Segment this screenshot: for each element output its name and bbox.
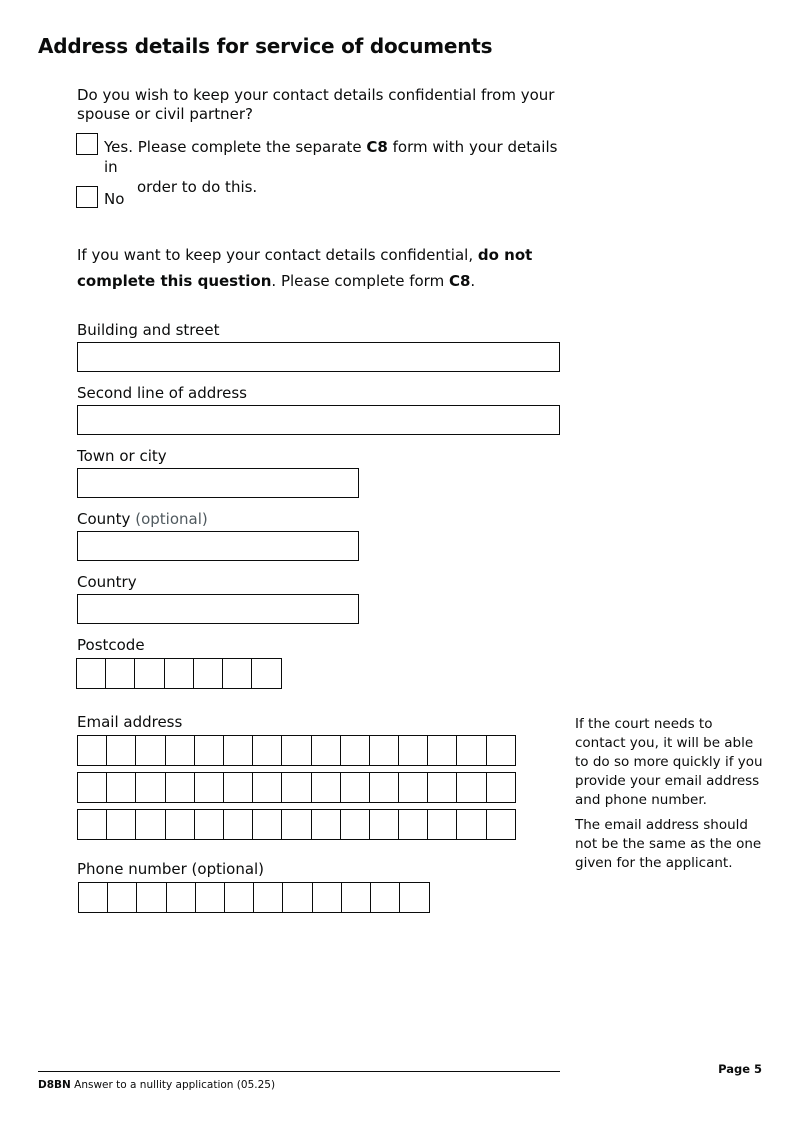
email-box[interactable] (486, 809, 517, 840)
phone-box[interactable] (136, 882, 167, 913)
postcode-box[interactable] (222, 658, 253, 689)
email-box[interactable] (369, 735, 400, 766)
building-street-label: Building and street (77, 321, 220, 339)
postcode-label: Postcode (77, 636, 145, 654)
email-box[interactable] (311, 772, 342, 803)
email-box[interactable] (106, 735, 137, 766)
email-box[interactable] (135, 809, 166, 840)
footer-divider (38, 1071, 560, 1072)
email-box[interactable] (194, 735, 225, 766)
email-box[interactable] (194, 772, 225, 803)
second-line-label: Second line of address (77, 384, 247, 402)
email-box[interactable] (223, 772, 254, 803)
postcode-box[interactable] (164, 658, 195, 689)
note-bold2: C8 (448, 272, 471, 290)
email-box[interactable] (281, 735, 312, 766)
building-street-input[interactable] (77, 342, 560, 372)
email-box[interactable] (369, 809, 400, 840)
note-part2: . Please complete form (271, 272, 449, 290)
email-box[interactable] (340, 735, 371, 766)
email-box[interactable] (223, 735, 254, 766)
note-part3: . (470, 272, 476, 290)
email-box[interactable] (311, 735, 342, 766)
email-box[interactable] (281, 772, 312, 803)
email-box[interactable] (456, 772, 487, 803)
postcode-box[interactable] (134, 658, 165, 689)
postcode-box[interactable] (251, 658, 282, 689)
email-box-row (77, 772, 515, 803)
email-box[interactable] (106, 772, 137, 803)
phone-box[interactable] (399, 882, 430, 913)
email-box[interactable] (165, 809, 196, 840)
email-box[interactable] (456, 735, 487, 766)
email-box-row (77, 809, 515, 840)
email-label: Email address (77, 713, 183, 731)
email-box[interactable] (340, 809, 371, 840)
note-bold1: do not complete this question (77, 246, 533, 290)
confidential-note (77, 242, 557, 294)
phone-box[interactable] (224, 882, 255, 913)
email-box[interactable] (486, 772, 517, 803)
footer-form-code: D8BN (38, 1079, 71, 1091)
yes-text-prefix: Yes. Please complete the separate (104, 138, 367, 156)
email-box[interactable] (77, 772, 108, 803)
email-box[interactable] (135, 772, 166, 803)
email-box[interactable] (165, 735, 196, 766)
confidential-no-checkbox[interactable] (76, 186, 98, 208)
email-box[interactable] (369, 772, 400, 803)
email-box[interactable] (194, 809, 225, 840)
email-box[interactable] (165, 772, 196, 803)
town-city-input[interactable] (77, 468, 359, 498)
phone-box[interactable] (312, 882, 343, 913)
email-box[interactable] (281, 809, 312, 840)
phone-box[interactable] (107, 882, 138, 913)
contact-side-note (575, 715, 765, 873)
country-input[interactable] (77, 594, 359, 624)
email-box[interactable] (427, 735, 458, 766)
email-box[interactable] (340, 772, 371, 803)
footer-text (38, 1079, 275, 1091)
yes-text-suffix: form with your details in (104, 138, 558, 176)
second-line-input[interactable] (77, 405, 560, 435)
email-box[interactable] (311, 809, 342, 840)
email-box[interactable] (427, 809, 458, 840)
postcode-box[interactable] (193, 658, 224, 689)
phone-boxes[interactable] (78, 882, 428, 913)
email-box[interactable] (398, 772, 429, 803)
email-box[interactable] (486, 735, 517, 766)
country-label: Country (77, 573, 137, 591)
phone-box[interactable] (282, 882, 313, 913)
email-box-row (77, 735, 515, 766)
confidential-yes-label (104, 137, 564, 197)
yes-form-name: C8 (366, 138, 388, 156)
postcode-box[interactable] (76, 658, 107, 689)
phone-box[interactable] (166, 882, 197, 913)
email-box[interactable] (77, 735, 108, 766)
confidential-no-label: No (104, 190, 125, 208)
side-note-p1: If the court needs to contact you, it will be able to do so more quickly if you provide your email address and phone number. (575, 716, 763, 808)
phone-label: Phone number (optional) (77, 860, 265, 878)
side-note-p2: The email address should not be the same as the one given for the applicant. (575, 817, 762, 871)
phone-box[interactable] (341, 882, 372, 913)
email-box[interactable] (106, 809, 137, 840)
email-box[interactable] (135, 735, 166, 766)
email-boxes[interactable] (77, 735, 515, 846)
page-title: Address details for service of documents (38, 34, 493, 58)
phone-box[interactable] (253, 882, 284, 913)
page-number: Page 5 (718, 1062, 762, 1076)
email-box[interactable] (398, 809, 429, 840)
county-optional-hint: (optional) (135, 510, 208, 528)
confidential-question: Do you wish to keep your contact details confidential from your spouse or civil partner? (77, 86, 555, 123)
email-box[interactable] (398, 735, 429, 766)
note-part1: If you want to keep your contact details confidential, (77, 246, 478, 264)
email-box[interactable] (427, 772, 458, 803)
postcode-boxes[interactable] (76, 658, 280, 689)
footer-form-title: Answer to a nullity application (05.25) (70, 1079, 276, 1091)
email-box[interactable] (252, 735, 283, 766)
town-city-label: Town or city (77, 447, 167, 465)
phone-box[interactable] (78, 882, 109, 913)
email-box[interactable] (252, 809, 283, 840)
county-label-text: County (77, 510, 131, 528)
phone-box[interactable] (370, 882, 401, 913)
county-label (77, 510, 208, 529)
postcode-box[interactable] (105, 658, 136, 689)
confidential-yes-checkbox[interactable] (76, 133, 98, 155)
phone-box[interactable] (195, 882, 226, 913)
email-box[interactable] (223, 809, 254, 840)
email-box[interactable] (252, 772, 283, 803)
email-box[interactable] (77, 809, 108, 840)
email-box[interactable] (456, 809, 487, 840)
yes-text-line2: order to do this. (137, 178, 258, 196)
county-input[interactable] (77, 531, 359, 561)
